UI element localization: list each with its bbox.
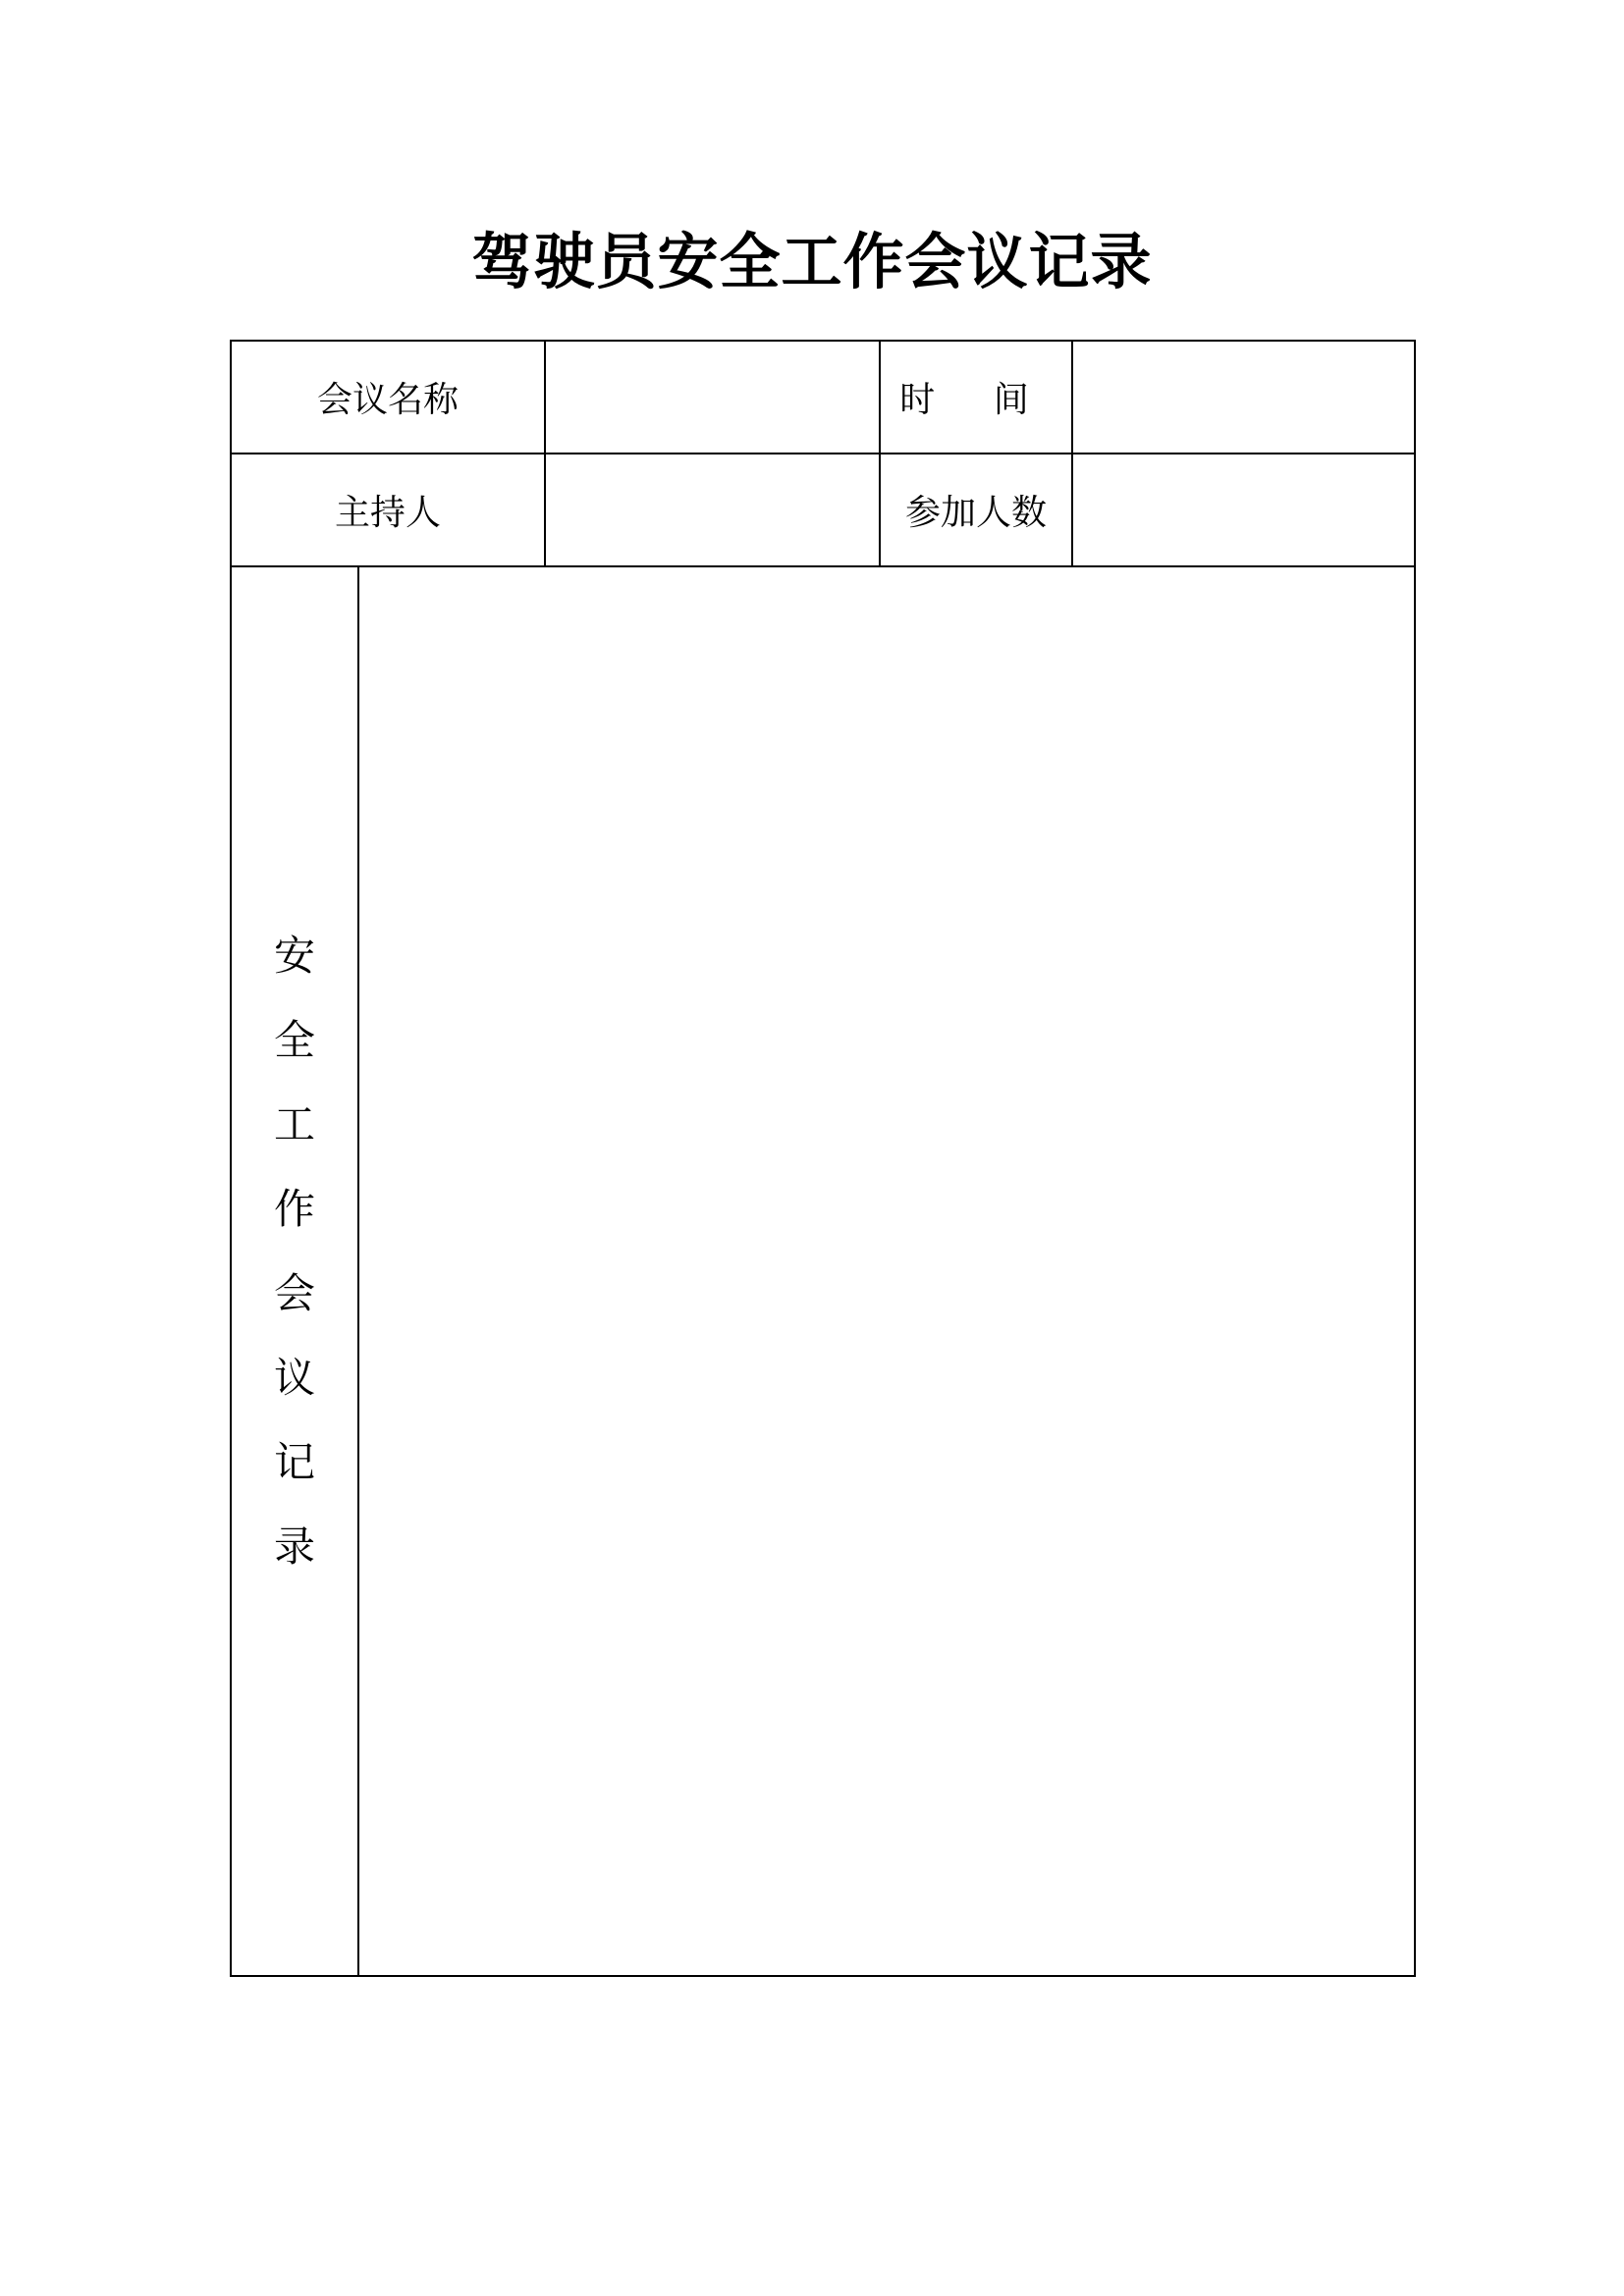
form-row-host-info bbox=[231, 454, 1415, 566]
meeting-name-label: 会议名称 bbox=[231, 341, 545, 454]
form-row-record bbox=[231, 566, 1415, 1976]
time-label bbox=[880, 341, 1072, 454]
page-title: 驾驶员安全工作会议记录 bbox=[471, 226, 1153, 297]
time-label-text: 时 间 bbox=[899, 380, 1053, 420]
meeting-name-field[interactable] bbox=[545, 341, 880, 454]
record-label-cell bbox=[231, 566, 358, 1976]
host-field[interactable] bbox=[545, 454, 880, 566]
form-row-meeting-info bbox=[231, 341, 1415, 454]
attendees-label: 参加人数 bbox=[880, 454, 1072, 566]
attendees-field[interactable] bbox=[1072, 454, 1415, 566]
record-label: 安全工作会议记录 bbox=[273, 932, 315, 1571]
record-content-area[interactable] bbox=[358, 566, 1415, 1976]
meeting-record-form bbox=[230, 340, 1416, 1977]
host-label: 主持人 bbox=[231, 454, 545, 566]
time-field[interactable] bbox=[1072, 341, 1415, 454]
